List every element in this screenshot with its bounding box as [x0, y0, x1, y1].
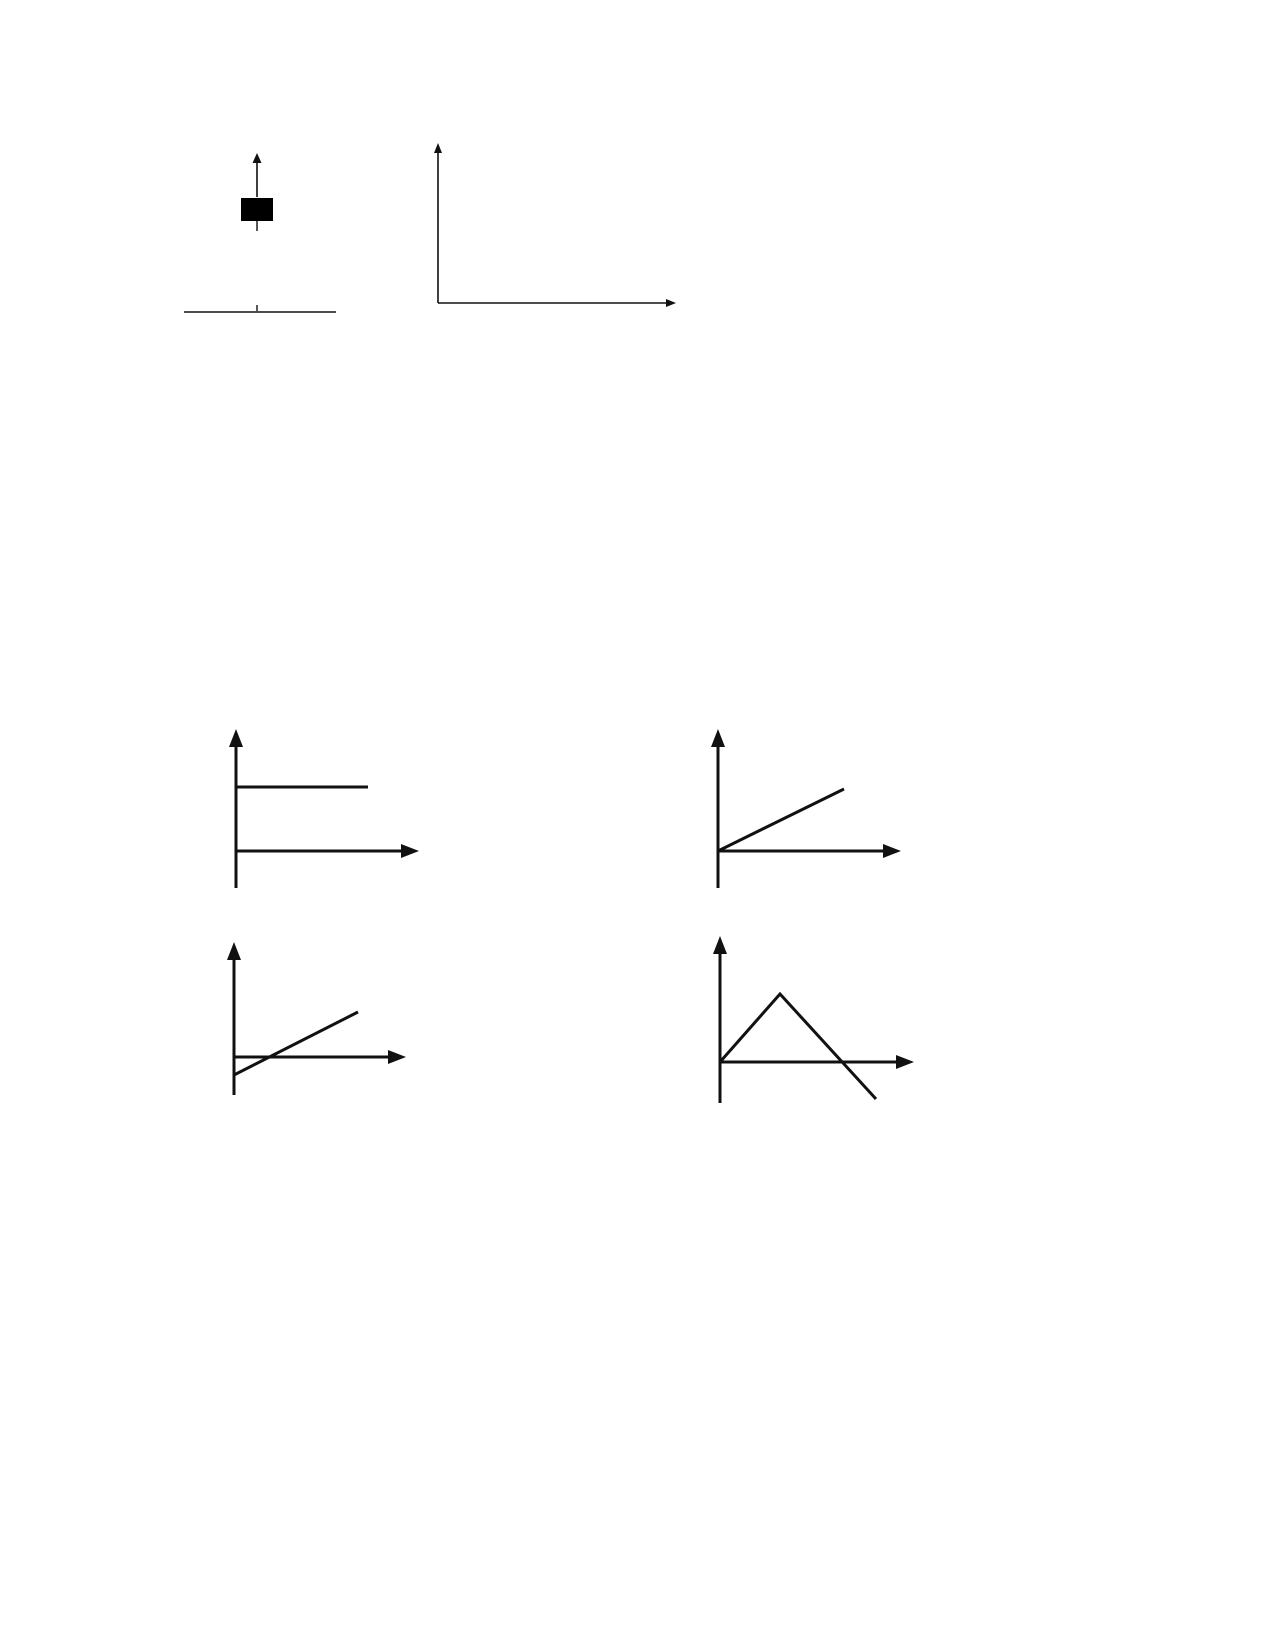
q11-graph-a	[200, 725, 430, 895]
motion-line	[234, 1012, 358, 1075]
figure-a-spring	[170, 145, 360, 325]
motion-line	[718, 789, 844, 851]
figure-b-graph	[400, 135, 700, 335]
x-axis-arrowhead	[401, 844, 419, 858]
q11-graph-d	[682, 930, 922, 1110]
x-axis-arrowhead	[883, 844, 901, 858]
motion-line	[720, 994, 876, 1099]
block	[241, 198, 273, 221]
y-axis-arrowhead	[713, 936, 727, 954]
q11-graph-b	[682, 725, 912, 895]
x-axis-arrowhead	[388, 1050, 406, 1064]
force-arrowhead	[253, 153, 262, 163]
y-axis-arrowhead	[229, 729, 243, 747]
y-axis-arrowhead	[434, 143, 442, 153]
x-axis-arrowhead	[666, 299, 676, 307]
y-axis-arrowhead	[227, 942, 241, 960]
q11-graph-c	[200, 938, 430, 1108]
x-axis-arrowhead	[896, 1055, 914, 1069]
y-axis-arrowhead	[711, 729, 725, 747]
